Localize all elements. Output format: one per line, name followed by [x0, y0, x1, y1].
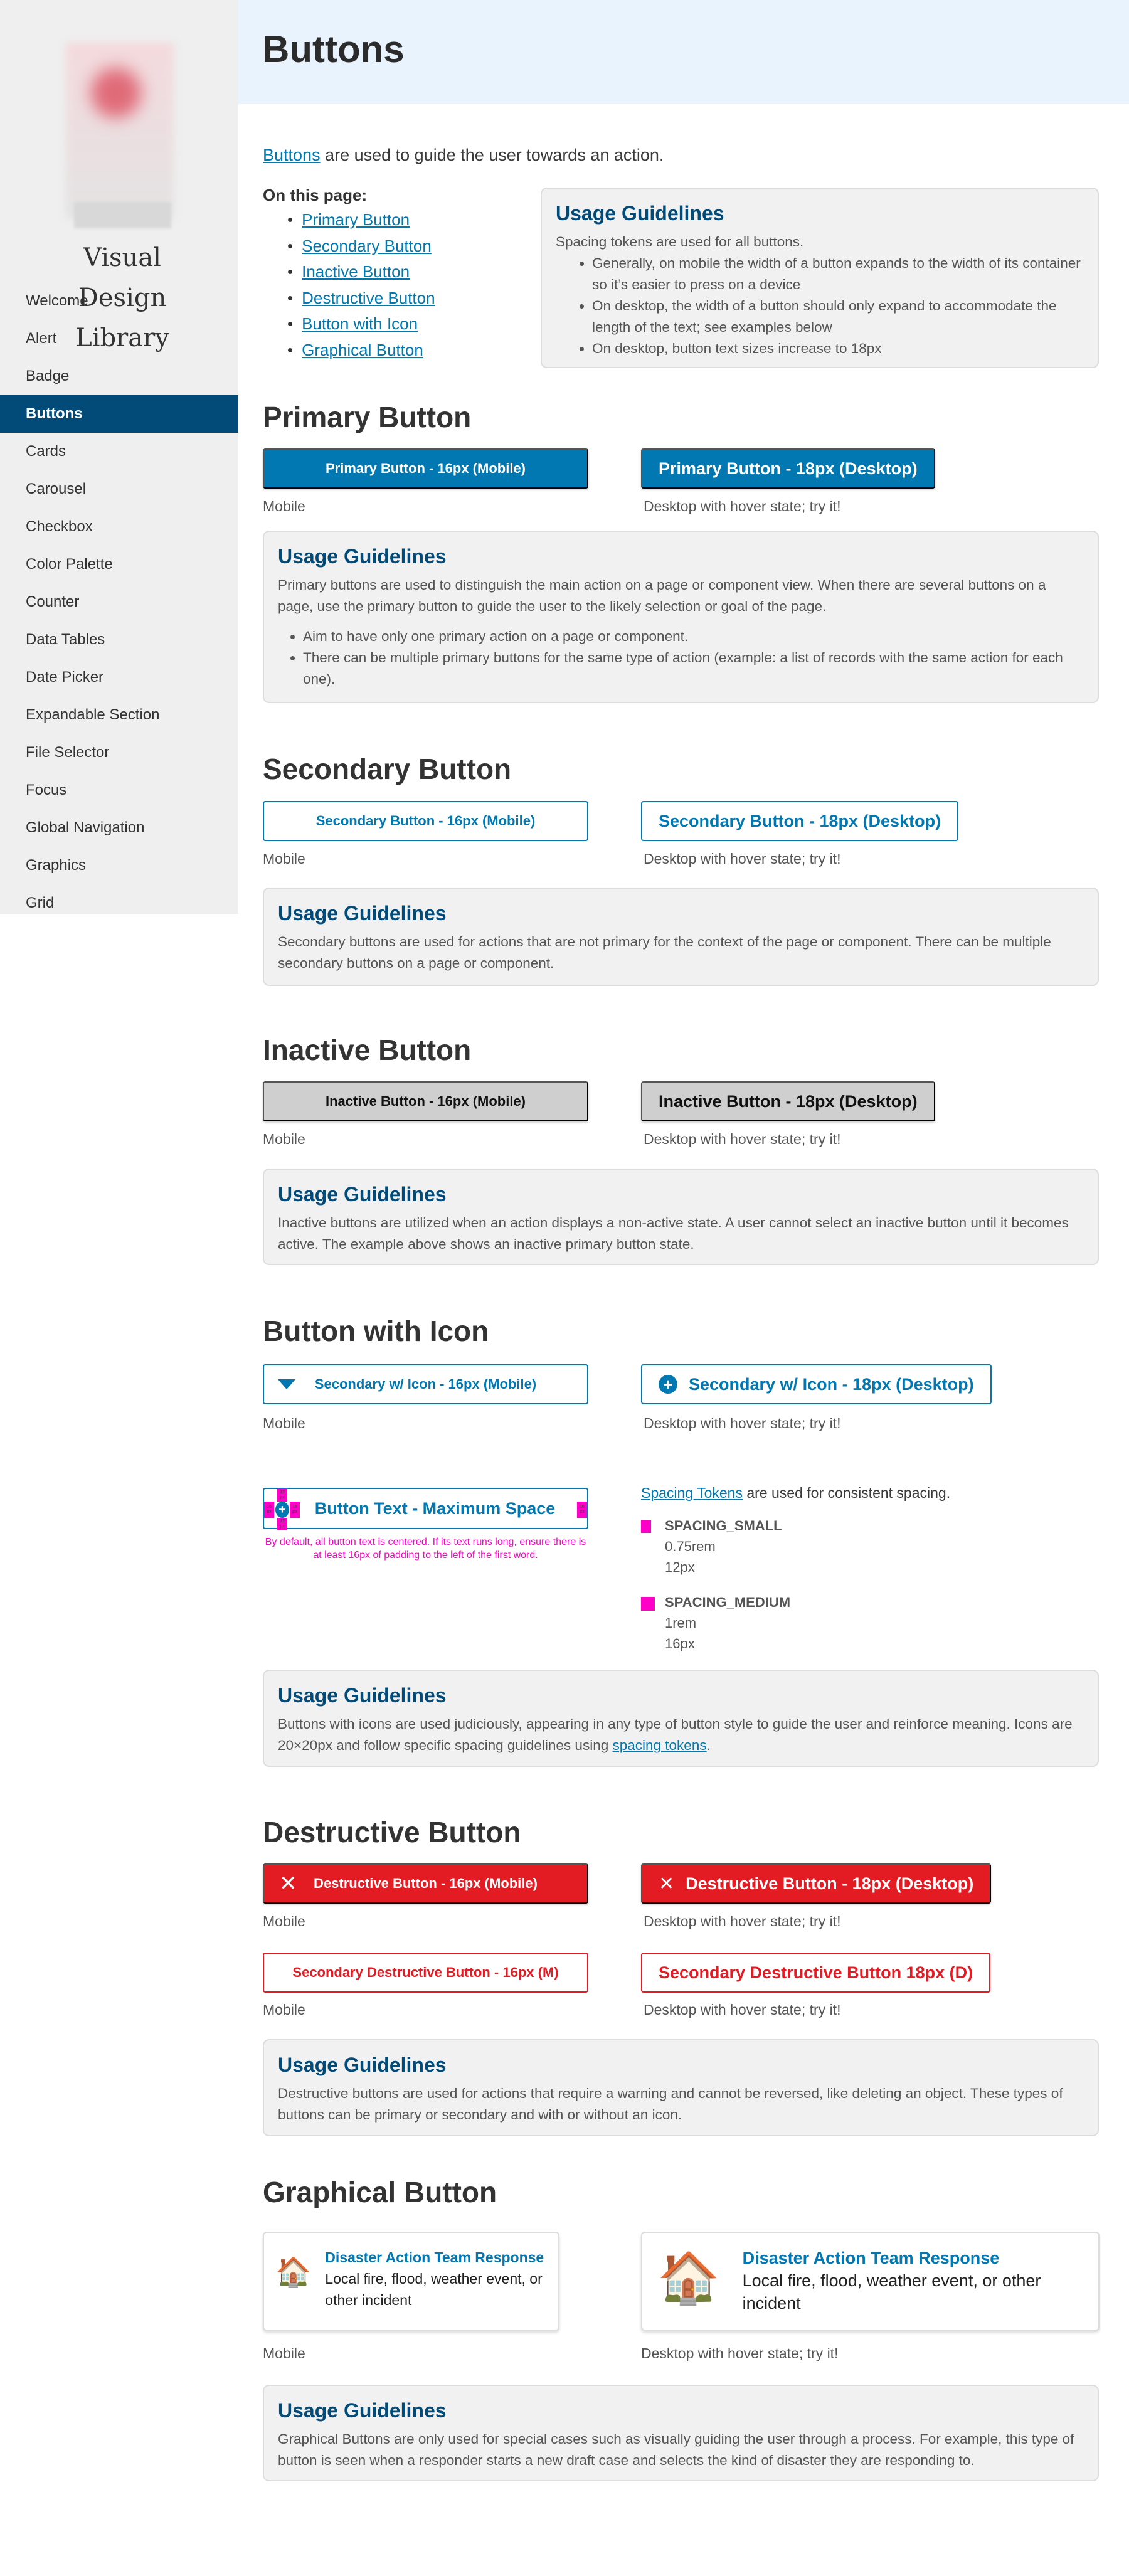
brand-word: Visual [83, 243, 161, 272]
card-text: Local fire, flood, weather event, or other incident [325, 2271, 543, 2308]
usage-text: Graphical Buttons are only used for special cases such as visually guiding the user through a process. For example, this type of button is seen when a responder starts a new draft case and selects the kind of disaster they are responding to. [278, 2431, 1074, 2468]
sidebar-item-file-selector[interactable]: File Selector [26, 744, 110, 761]
destructive-button-desktop[interactable] [641, 1863, 991, 1904]
secondary-destructive-button-desktop[interactable]: Secondary Destructive Button 18px (D) [641, 1953, 990, 1993]
secondary-heading: Secondary Button [263, 753, 512, 785]
sidebar-item-carousel[interactable]: Carousel [26, 480, 87, 497]
close-icon: ✕ [659, 1873, 675, 1894]
sidebar-item-welcome[interactable]: Welcome [26, 292, 88, 309]
sidebar-item-graphics[interactable]: Graphics [26, 857, 87, 874]
secondary-button-desktop[interactable]: Secondary Button - 18px (Desktop) [641, 801, 958, 841]
secondary-destructive-button-mobile[interactable]: Secondary Destructive Button - 16px (M) [263, 1953, 588, 1993]
buttons-link[interactable]: Buttons [263, 146, 321, 164]
toc-primary[interactable]: Primary Button [302, 210, 410, 229]
usage-text: Primary buttons are used to distinguish the main action on a page or component view. When there are several buttons on a page, use the primary button to guide the user to the likely selection or goal of the page. [278, 577, 1046, 614]
card-text: Local fire, flood, weather event, or other incident [742, 2271, 1041, 2313]
usage-title: Usage Guidelines [278, 2399, 447, 2422]
sidebar-item-buttons[interactable]: Buttons [0, 395, 238, 433]
caption-desktop: Desktop with hover state; try it! [644, 1913, 841, 1929]
card-title: Disaster Action Team Response [742, 2249, 1000, 2267]
spacing-tokens-link[interactable]: Spacing Tokens [641, 1485, 743, 1501]
usage-text: Inactive buttons are utilized when an action displays a non-active state. A user cannot select an inactive button until it becomes active. The example above shows an inactive primary button state. [278, 1215, 1069, 1252]
caption-desktop: Desktop with hover state; try it! [644, 851, 841, 867]
sidebar-item-focus[interactable]: Focus [26, 782, 67, 798]
usage-box-graphical [263, 2385, 1099, 2481]
secondary-icon-button-desktop[interactable] [641, 1364, 992, 1404]
graphical-button-mobile[interactable] [263, 2232, 559, 2331]
button-label: Button Text - Maximum Space [314, 1498, 556, 1518]
destructive-heading: Destructive Button [263, 1816, 521, 1848]
button-label: Destructive Button - 16px (Mobile) [314, 1875, 538, 1891]
secondary-icon-button-mobile[interactable] [263, 1364, 588, 1404]
sidebar-item-expandable-section[interactable]: Expandable Section [26, 706, 160, 723]
button-label: Secondary w/ Icon - 18px (Desktop) [689, 1374, 974, 1394]
usage-text [278, 1714, 1084, 1756]
button-label: Destructive Button - 18px (Desktop) [686, 1874, 974, 1893]
sidebar [0, 0, 238, 914]
toc-inactive[interactable]: Inactive Button [302, 262, 410, 281]
house-fire-icon: 🏠 [275, 2255, 312, 2288]
caption-desktop: Desktop with hover state; try it! [644, 2001, 841, 2018]
usage-box-inactive [263, 1169, 1099, 1265]
toc-list [287, 207, 435, 363]
caption-desktop: Desktop with hover state; try it! [644, 1415, 841, 1431]
token-swatch [641, 1597, 655, 1611]
usage-title: Usage Guidelines [278, 902, 447, 925]
sidebar-item-checkbox[interactable]: Checkbox [26, 518, 93, 535]
usage-end: . [706, 1737, 711, 1753]
max-space-note: By default, all button text is centered. If its text runs long, ensure there is at least 16px of padding to the left of the first word. [265, 1537, 586, 1561]
usage-title: Usage Guidelines [278, 2054, 447, 2076]
spacing-marker-right: 16 px [577, 1502, 587, 1518]
toc-title: On this page: [263, 186, 368, 204]
toc-destructive[interactable]: Destructive Button [302, 288, 435, 307]
token-rem: 0.75rem [665, 1539, 716, 1554]
page-title: Buttons [262, 28, 405, 70]
usage-bullet: • There can be multiple primary buttons for the same type of action (example: a list of records with the same action for each one). [303, 647, 1084, 690]
primary-button-mobile[interactable]: Primary Button - 16px (Mobile) [263, 448, 588, 489]
inactive-button-mobile[interactable]: Inactive Button - 16px (Mobile) [263, 1081, 588, 1121]
graphical-button-desktop[interactable] [641, 2232, 1100, 2331]
caption-mobile: Mobile [263, 1415, 305, 1431]
tokens-intro [641, 1485, 950, 1502]
sidebar-item-date-picker[interactable]: Date Picker [26, 669, 104, 686]
spacing-marker-icon-right: 16 px [290, 1502, 300, 1518]
token-rem: 1rem [665, 1615, 697, 1631]
usage-title: Usage Guidelines [278, 545, 447, 568]
icon-heading: Button with Icon [263, 1315, 489, 1347]
caption-mobile: Mobile [263, 851, 305, 867]
caption-desktop: Desktop with hover state; try it! [641, 2345, 839, 2361]
usage-text: Secondary buttons are used for actions that are not primary for the context of the page or component. There can be multiple secondary buttons on a page or component. [278, 934, 1051, 971]
sidebar-item-badge[interactable]: Badge [26, 368, 70, 384]
tokens-text: are used for consistent spacing. [742, 1485, 951, 1501]
usage-bullet: • Generally, on mobile the width of a button expands to the width of its container so it’s easier to press on a device [592, 253, 1084, 295]
toc-secondary[interactable]: Secondary Button [302, 236, 432, 255]
logo-image [66, 43, 174, 218]
caption-mobile: Mobile [263, 2001, 305, 2018]
caption-desktop: Desktop with hover state; try it! [644, 498, 841, 514]
usage-text: Destructive buttons are used for actions that require a warning and cannot be reversed, like deleting an object. These types of buttons can be primary or secondary and with or without an icon. [278, 2086, 1063, 2123]
toc-graphical[interactable]: Graphical Button [302, 340, 423, 359]
card-title: Disaster Action Team Response [325, 2249, 544, 2266]
caption-mobile: Mobile [263, 1913, 305, 1929]
usage-text: Spacing tokens are used for all buttons. [556, 234, 804, 250]
close-icon: ✕ [279, 1872, 297, 1895]
filter-icon [278, 1379, 295, 1389]
spacing-marker-left: 16 px [264, 1502, 274, 1518]
page-header [238, 0, 1129, 104]
toc-icon[interactable]: Button with Icon [302, 314, 418, 333]
secondary-button-mobile[interactable]: Secondary Button - 16px (Mobile) [263, 801, 588, 841]
usage-title: Usage Guidelines [278, 1684, 447, 1707]
sidebar-item-counter[interactable]: Counter [26, 593, 80, 610]
primary-button-desktop[interactable]: Primary Button - 18px (Desktop) [641, 448, 935, 489]
spacing-tokens-link[interactable]: spacing tokens [612, 1737, 707, 1753]
sidebar-item-color-palette[interactable]: Color Palette [26, 556, 113, 573]
token-name: SPACING_SMALL [665, 1518, 782, 1534]
usage-body: Buttons with icons are used judiciously, appearing in any type of button style to guide the user and reinforce meaning. Icons are 20×20px and follow specific spacing guidelines using [278, 1716, 1073, 1753]
usage-title: Usage Guidelines [278, 1183, 447, 1206]
spacing-marker-bottom: 12 px [277, 1518, 287, 1530]
token-swatch [641, 1520, 651, 1533]
primary-heading: Primary Button [263, 401, 472, 433]
token-px: 12px [665, 1559, 695, 1575]
spacing-marker-top: 12 px [277, 1489, 287, 1502]
sidebar-item-global-navigation[interactable]: Global Navigation [26, 819, 145, 836]
usage-box-icon [263, 1670, 1099, 1767]
usage-bullet: • On desktop, the width of a button should only expand to accommodate the length of the text; see examples below [592, 295, 1084, 338]
button-label: Secondary w/ Icon - 16px (Mobile) [314, 1376, 537, 1392]
sidebar-item-cards[interactable]: Cards [26, 443, 66, 460]
usage-box-spacing [541, 188, 1099, 368]
usage-box-secondary [263, 888, 1099, 986]
caption-mobile: Mobile [263, 498, 305, 514]
intro-body: are used to guide the user towards an action. [320, 146, 664, 164]
caption-mobile: Mobile [263, 2345, 305, 2361]
brand-subtitle: Design Library [75, 284, 169, 352]
token-name: SPACING_MEDIUM [665, 1594, 791, 1610]
sidebar-nav [0, 282, 238, 914]
sidebar-item-grid[interactable]: Grid [26, 894, 55, 911]
graphical-heading: Graphical Button [263, 2176, 497, 2208]
house-fire-icon: 🏠 [657, 2250, 720, 2306]
sidebar-item-data-tables[interactable]: Data Tables [26, 631, 105, 648]
intro-text [263, 146, 664, 165]
inactive-heading: Inactive Button [263, 1034, 472, 1066]
usage-title: Usage Guidelines [556, 202, 724, 225]
usage-box-primary [263, 531, 1099, 703]
plus-circle-icon: + [659, 1375, 677, 1394]
usage-box-destructive [263, 2039, 1099, 2136]
destructive-button-mobile[interactable] [263, 1863, 588, 1904]
token-small [641, 1515, 782, 1577]
token-medium [641, 1592, 790, 1654]
usage-bullet: • Aim to have only one primary action on a page or component. [303, 626, 1084, 647]
token-px: 16px [665, 1636, 695, 1651]
usage-bullet: • On desktop, button text sizes increase to 18px [592, 338, 1084, 359]
inactive-button-desktop[interactable]: Inactive Button - 18px (Desktop) [641, 1081, 935, 1121]
sidebar-item-alert[interactable]: Alert [26, 330, 57, 347]
caption-mobile: Mobile [263, 1131, 305, 1147]
caption-desktop: Desktop with hover state; try it! [644, 1131, 841, 1147]
plus-circle-icon: + [275, 1502, 289, 1518]
max-space-button-example[interactable] [263, 1488, 588, 1529]
